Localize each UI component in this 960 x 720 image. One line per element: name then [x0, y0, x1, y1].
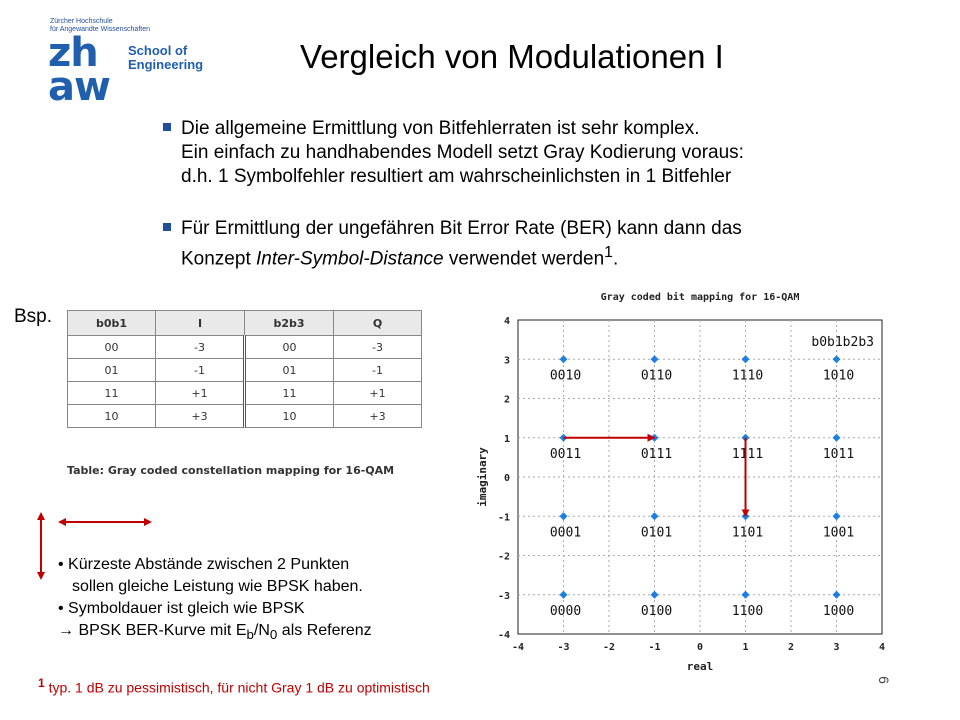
x-tick-label: -4 [511, 642, 525, 653]
table-header: b2b3 [245, 311, 334, 336]
table-cell: +1 [334, 382, 422, 405]
point-label: 0100 [640, 603, 673, 619]
table-row [68, 336, 422, 359]
table-row [68, 405, 422, 428]
bullet2-line2-pre: Konzept [181, 248, 256, 270]
y-tick-label: -4 [497, 630, 510, 641]
footnote-text: typ. 1 dB zu pessimistisch, für nicht Gray 1 dB zu optimistisch [44, 679, 430, 696]
point-label: 1010 [822, 368, 855, 384]
table-header: Q [334, 311, 422, 336]
note-sub-b: b [246, 627, 254, 643]
bullet-square-icon [163, 123, 171, 131]
table-cell: 01 [245, 359, 334, 382]
table-cell: +3 [334, 405, 422, 428]
table-cell: 01 [68, 359, 156, 382]
bullet2-line1: Für Ermittlung der ungefähren Bit Error Rate (BER) kann dann das [181, 218, 742, 239]
logo-school-line1: School of [128, 43, 188, 58]
y-tick-label: -3 [497, 590, 510, 602]
note-sub-0: 0 [269, 627, 278, 643]
table-cell: 11 [245, 382, 334, 405]
table-cell: 00 [68, 336, 156, 359]
x-tick-label: -2 [602, 642, 616, 653]
logo-uni-line1: Zürcher Hochschule [50, 18, 113, 25]
zhaw-logo-mark [48, 30, 110, 110]
page-number: 6 [875, 676, 892, 684]
footnote-number: 1 [38, 676, 45, 690]
table-cell: -1 [334, 359, 422, 382]
x-tick-label: 3 [833, 642, 840, 653]
slide-title: Vergleich von Modulationen I [300, 38, 724, 75]
y-tick-label: 4 [503, 316, 510, 327]
table-header: b0b1 [68, 311, 156, 336]
bullet2-line2-italic: Inter-Symbol-Distance [256, 248, 444, 270]
y-tick-label: 0 [503, 473, 510, 484]
bullet-bitfehlerraten [163, 117, 744, 189]
bullet2-line2-end: . [612, 248, 619, 270]
x-tick-label: 1 [742, 642, 749, 653]
bullet1-line1: Die allgemeine Ermittlung von Bitfehlerraten ist sehr komplex. [181, 118, 700, 139]
table-row [68, 359, 422, 382]
y-axis-label: imaginary [476, 447, 489, 507]
footnote [38, 676, 430, 696]
notes-list [58, 554, 372, 646]
table-cell: -1 [156, 359, 245, 382]
point-label: 0001 [549, 525, 582, 541]
table-cell: -3 [334, 336, 422, 359]
note-line2: sollen gleiche Leistung wie BPSK haben. [72, 578, 363, 595]
point-label: 1101 [731, 525, 764, 541]
note-line4 [58, 620, 372, 646]
point-label: 0110 [640, 368, 673, 384]
bullet1-line3: d.h. 1 Symbolfehler resultiert am wahrscheinlichsten in 1 Bitfehler [181, 166, 732, 187]
table-caption: Table: Gray coded constellation mapping for 16-QAM [67, 464, 395, 477]
point-label: 0000 [549, 603, 582, 619]
constellation-chart [470, 282, 910, 672]
y-tick-label: -1 [497, 512, 510, 524]
point-label: 1011 [822, 446, 855, 462]
note-line4-mid: /N [253, 622, 270, 639]
point-label: 1000 [822, 603, 855, 619]
point-label: 1001 [822, 525, 855, 541]
chart-title: Gray coded bit mapping for 16-QAM [600, 292, 800, 303]
bullet2-line2 [163, 241, 742, 271]
bullet-ber [163, 217, 742, 271]
x-tick-label: 2 [787, 642, 795, 653]
table-row [68, 382, 422, 405]
y-tick-label: 2 [503, 394, 510, 406]
table-cell: 10 [68, 405, 156, 428]
point-label: 0111 [640, 446, 673, 462]
point-label: 1111 [731, 446, 764, 462]
x-tick-label: -1 [648, 642, 661, 653]
point-label: 1110 [731, 368, 764, 384]
point-label: 0101 [640, 525, 673, 541]
point-label: 0010 [549, 368, 582, 384]
table-cell: -3 [156, 336, 245, 359]
note-line1: • Kürzeste Abstände zwischen 2 Punkten [58, 556, 350, 573]
example-label: Bsp. [14, 306, 53, 327]
y-tick-label: 1 [503, 433, 510, 445]
gray-code-table [67, 310, 422, 428]
logo-school-name [128, 44, 203, 72]
point-label: 0011 [549, 446, 582, 462]
footnote-ref: 1 [604, 244, 613, 261]
logo-mark-line2: aw [48, 64, 110, 110]
table-header-row [68, 311, 422, 336]
legend-label: b0b1b2b3 [811, 335, 874, 350]
table-header: I [156, 311, 245, 336]
bullet2-line2-post: verwendet werden [443, 248, 605, 270]
note-line4-post: als Referenz [277, 622, 372, 639]
y-tick-label: 3 [503, 355, 510, 367]
logo-school-line2: Engineering [128, 57, 204, 72]
table-cell: 00 [245, 336, 334, 359]
note-line3: • Symboldauer ist gleich wie BPSK [58, 600, 305, 617]
table-cell: 11 [68, 382, 156, 405]
y-tick-label: -2 [497, 551, 510, 563]
x-tick-label: 4 [878, 642, 886, 653]
x-tick-label: 0 [696, 642, 704, 653]
table-cell: 10 [245, 405, 334, 428]
x-axis-label: real [686, 660, 714, 672]
note-line4-pre: → BPSK BER-Kurve mit E [58, 622, 247, 639]
table-cell: +3 [156, 405, 245, 428]
logo-uni-line2: für Angewandte Wissenschaften [50, 26, 151, 33]
logo-mark-line1: zh [48, 30, 98, 76]
table-cell: +1 [156, 382, 245, 405]
bullet1-line2: Ein einfach zu handhabendes Modell setzt Gray Kodierung voraus: [181, 142, 744, 163]
bullet-square-icon [163, 223, 171, 231]
point-label: 1100 [731, 603, 764, 619]
x-tick-label: -3 [557, 642, 570, 653]
